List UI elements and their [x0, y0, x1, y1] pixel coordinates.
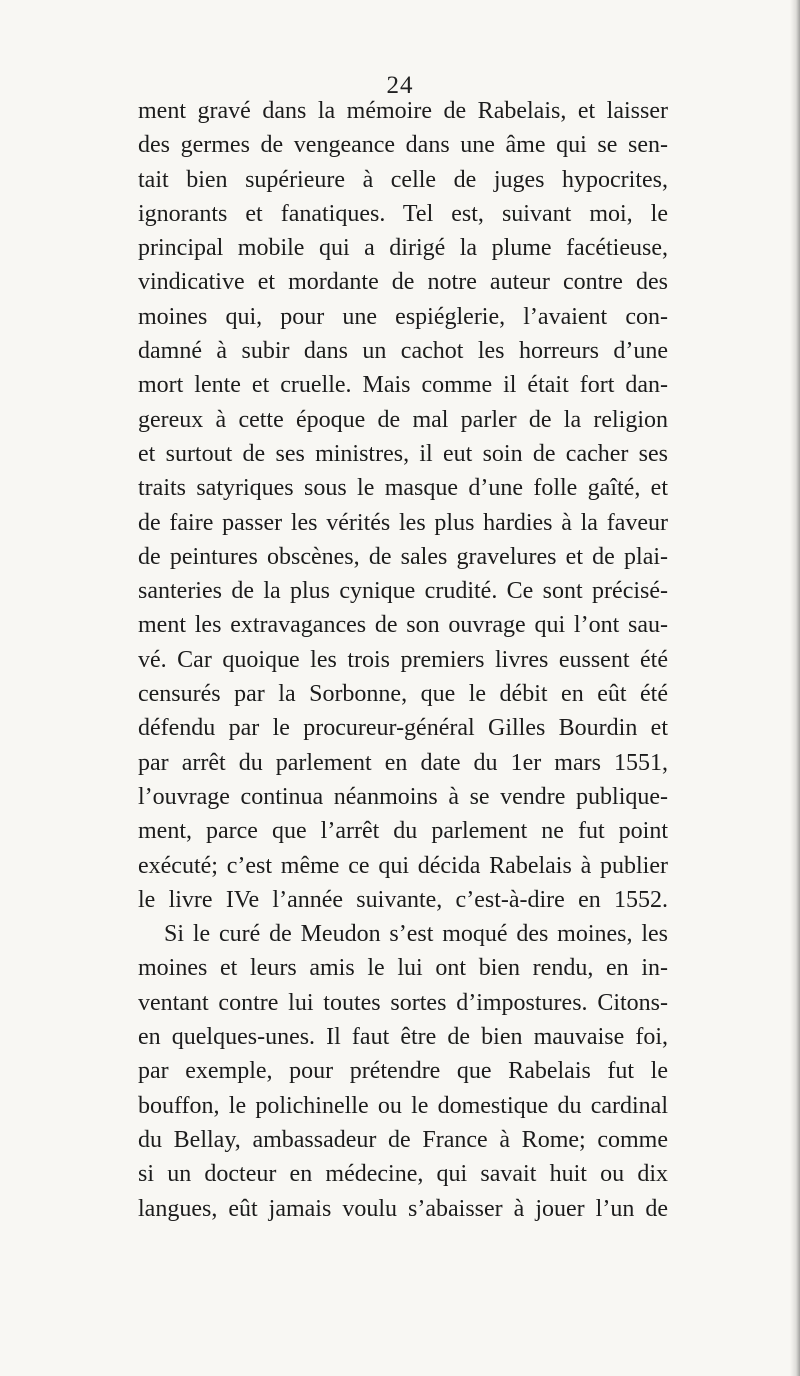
text-line: défendu par le procureur-général Gilles Bourdin et — [138, 715, 668, 742]
text-line: langues, eût jamais voulu s’abaisser à jouer l’un de — [138, 1195, 668, 1222]
text-line: si un docteur en médecine, qui savait huit ou dix — [138, 1161, 668, 1188]
text-line: de peintures obscènes, de sales gravelures et de plai- — [138, 543, 668, 570]
text-line: de faire passer les vérités les plus hardies à la faveur — [138, 509, 668, 536]
body-text — [138, 94, 668, 1226]
paragraph-start-line: Si le curé de Meudon s’est moqué des moines, les — [164, 921, 668, 948]
text-line: ment, parce que l’arrêt du parlement ne fut point — [138, 818, 668, 845]
text-line: gereux à cette époque de mal parler de la religion — [138, 406, 668, 433]
text-line: traits satyriques sous le masque d’une folle gaîté, et — [138, 475, 668, 502]
text-line: damné à subir dans un cachot les horreurs d’une — [138, 338, 668, 365]
text-line: moines et leurs amis le lui ont bien rendu, en in- — [138, 955, 668, 982]
text-line: du Bellay, ambassadeur de France à Rome; comme — [138, 1126, 668, 1153]
text-line: ment gravé dans la mémoire de Rabelais, et laisser — [138, 98, 668, 124]
text-line: vindicative et mordante de notre auteur contre des — [138, 269, 668, 296]
text-line: ventant contre lui toutes sortes d’impostures. Citons- — [138, 989, 668, 1016]
text-line: bouffon, le polichinelle ou le domestique du cardinal — [138, 1092, 668, 1119]
text-line: ignorants et fanatiques. Tel est, suivant moi, le — [138, 200, 668, 227]
text-line: mort lente et cruelle. Mais comme il était fort dan- — [138, 372, 668, 399]
text-line: le livre IVe l’année suivante, c’est-à-dire en 1552. — [138, 886, 668, 913]
text-line: des germes de vengeance dans une âme qui se sen- — [138, 132, 668, 159]
text-line: santeries de la plus cynique crudité. Ce sont précisé- — [138, 578, 668, 605]
text-line: par arrêt du parlement en date du 1er mars 1551, — [138, 749, 668, 776]
page-number: 24 — [386, 72, 414, 99]
text-line: l’ouvrage continua néanmoins à se vendre publique- — [138, 783, 668, 810]
text-line: ment les extravagances de son ouvrage qui l’ont sau- — [138, 612, 668, 639]
text-line: par exemple, pour prétendre que Rabelais fut le — [138, 1058, 668, 1085]
text-line: principal mobile qui a dirigé la plume facétieuse, — [138, 235, 668, 262]
text-line: vé. Car quoique les trois premiers livres eussent été — [138, 646, 668, 673]
text-line: en quelques-unes. Il faut être de bien mauvaise foi, — [138, 1024, 668, 1051]
text-line: et surtout de ses ministres, il eut soin de cacher ses — [138, 440, 668, 467]
page-edge-shadow — [790, 0, 800, 1376]
text-line: tait bien supérieure à celle de juges hypocrites, — [138, 166, 668, 193]
text-line: exécuté; c’est même ce qui décida Rabelais à publier — [138, 852, 668, 879]
text-line: moines qui, pour une espiéglerie, l’avaient con- — [138, 303, 668, 330]
text-line: censurés par la Sorbonne, que le débit en eût été — [138, 681, 668, 708]
